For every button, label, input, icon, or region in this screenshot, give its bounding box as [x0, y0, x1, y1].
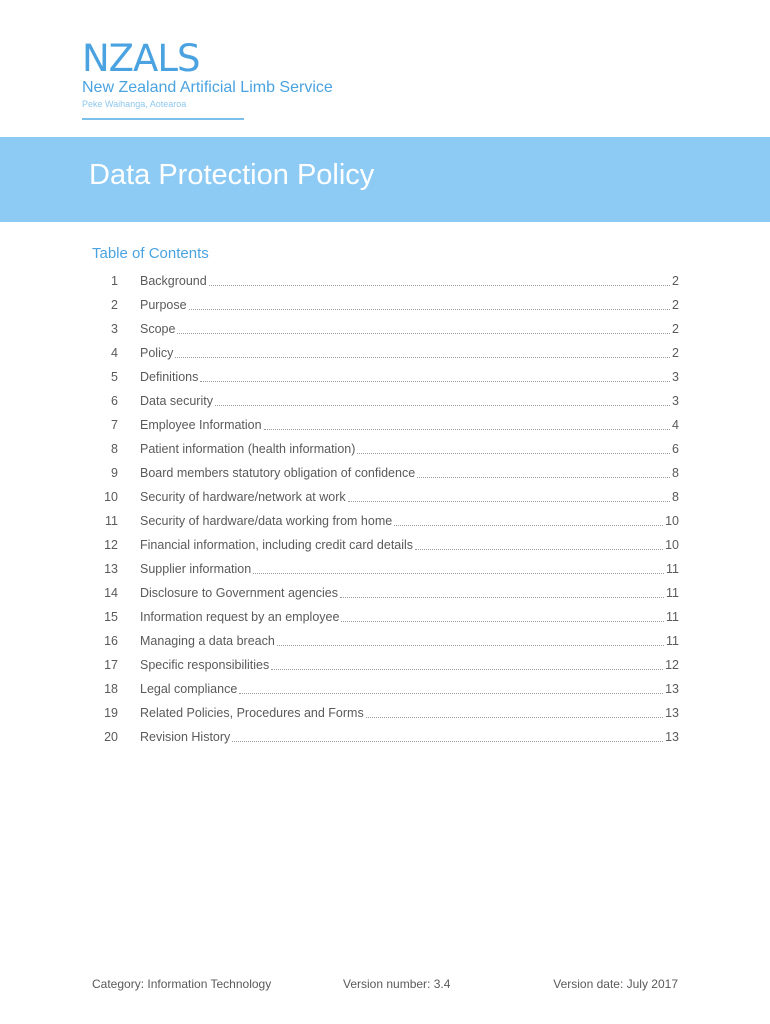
- toc-entry-line: [140, 629, 679, 653]
- toc-dot-leader: [209, 284, 670, 286]
- toc-entry-line: [140, 581, 679, 605]
- logo-organisation-name: New Zealand Artificial Limb Service: [82, 79, 333, 96]
- toc-entry-label: Security of hardware/data working from home: [140, 514, 393, 528]
- toc-entry-page: 2: [672, 274, 679, 288]
- toc-entry[interactable]: [0, 581, 770, 605]
- toc-entry[interactable]: [0, 269, 770, 293]
- footer-version-number: Version number: 3.4: [343, 977, 451, 991]
- toc-entry[interactable]: [0, 533, 770, 557]
- toc-entry-number: 19: [104, 706, 118, 720]
- toc-entry-page: 11: [666, 586, 679, 600]
- toc-dot-leader: [271, 668, 663, 670]
- toc-entry-page: 11: [666, 562, 679, 576]
- toc-entry-label: Disclosure to Government agencies: [140, 586, 339, 600]
- toc-entry-line: [140, 509, 679, 533]
- toc-entry-page: 12: [665, 658, 679, 672]
- toc-entry[interactable]: [0, 293, 770, 317]
- toc-entry[interactable]: [0, 437, 770, 461]
- toc-entry[interactable]: [0, 461, 770, 485]
- toc-dot-leader: [215, 404, 670, 406]
- toc-entry-page: 13: [665, 706, 679, 720]
- toc-entry-page: 10: [665, 538, 679, 552]
- toc-entry-label: Legal compliance: [140, 682, 238, 696]
- toc-dot-leader: [415, 548, 663, 550]
- toc-entry[interactable]: [0, 605, 770, 629]
- toc-entry-line: [140, 341, 679, 365]
- toc-entry-label: Employee Information: [140, 418, 262, 432]
- toc-entry[interactable]: [0, 509, 770, 533]
- toc-dot-leader: [175, 356, 670, 358]
- toc-entry-label: Scope: [140, 322, 176, 336]
- toc-entry-page: 11: [666, 610, 679, 624]
- toc-entry-label: Supplier information: [140, 562, 252, 576]
- toc-entry-page: 6: [672, 442, 679, 456]
- toc-dot-leader: [340, 596, 664, 598]
- toc-entry-number: 16: [104, 634, 118, 648]
- toc-entry-label: Board members statutory obligation of confidence: [140, 466, 416, 480]
- toc-dot-leader: [366, 716, 663, 718]
- toc-entry-line: [140, 485, 679, 509]
- toc-dot-leader: [177, 332, 670, 334]
- toc-entry-line: [140, 365, 679, 389]
- toc-entry-number: 4: [111, 346, 118, 360]
- document-title: Data Protection Policy: [89, 159, 375, 191]
- footer-category: Category: Information Technology: [92, 977, 272, 991]
- toc-entry-line: [140, 317, 679, 341]
- nzals-logo: [82, 38, 333, 120]
- toc-heading: Table of Contents: [92, 245, 209, 262]
- toc-dot-leader: [357, 452, 670, 454]
- toc-dot-leader: [277, 644, 664, 646]
- toc-entry-number: 14: [104, 586, 118, 600]
- toc-entry-line: [140, 413, 679, 437]
- toc-dot-leader: [253, 572, 664, 574]
- toc-dot-leader: [341, 620, 664, 622]
- toc-entry-line: [140, 605, 679, 629]
- toc-dot-leader: [189, 308, 670, 310]
- toc-entry-label: Financial information, including credit card details: [140, 538, 414, 552]
- toc-entry-line: [140, 389, 679, 413]
- toc-entry-line: [140, 293, 679, 317]
- toc-entry[interactable]: [0, 701, 770, 725]
- toc-entry-line: [140, 437, 679, 461]
- toc-entry-line: [140, 269, 679, 293]
- toc-entry-page: 3: [672, 394, 679, 408]
- table-of-contents: [0, 269, 770, 749]
- toc-entry-page: 13: [665, 682, 679, 696]
- page-footer: [0, 977, 770, 995]
- toc-entry[interactable]: [0, 317, 770, 341]
- toc-entry-number: 7: [111, 418, 118, 432]
- toc-dot-leader: [394, 524, 663, 526]
- toc-entry-number: 3: [111, 322, 118, 336]
- toc-entry-number: 8: [111, 442, 118, 456]
- toc-entry-number: 9: [111, 466, 118, 480]
- toc-dot-leader: [264, 428, 670, 430]
- toc-entry[interactable]: [0, 341, 770, 365]
- title-banner: [0, 137, 770, 222]
- logo-tagline: Peke Waihanga, Aotearoa: [82, 99, 187, 109]
- toc-dot-leader: [348, 500, 670, 502]
- toc-entry-number: 20: [104, 730, 118, 744]
- toc-entry-label: Related Policies, Procedures and Forms: [140, 706, 364, 720]
- toc-entry-number: 6: [111, 394, 118, 408]
- toc-entry-number: 15: [104, 610, 118, 624]
- toc-entry-page: 3: [672, 370, 679, 384]
- logo-mark: NZALS: [82, 37, 200, 80]
- toc-entry-number: 12: [104, 538, 118, 552]
- toc-entry-number: 5: [111, 370, 118, 384]
- toc-entry-page: 13: [665, 730, 679, 744]
- toc-entry-page: 4: [672, 418, 679, 432]
- toc-entry-page: 2: [672, 322, 679, 336]
- toc-entry[interactable]: [0, 413, 770, 437]
- toc-entry[interactable]: [0, 485, 770, 509]
- toc-entry-label: Specific responsibilities: [140, 658, 270, 672]
- footer-version-date: Version date: July 2017: [553, 977, 678, 991]
- toc-entry-page: 10: [665, 514, 679, 528]
- toc-entry[interactable]: [0, 557, 770, 581]
- toc-entry-label: Purpose: [140, 298, 187, 312]
- toc-entry-page: 8: [672, 466, 679, 480]
- toc-entry-number: 18: [104, 682, 118, 696]
- toc-entry-number: 2: [111, 298, 118, 312]
- toc-dot-leader: [417, 476, 670, 478]
- toc-entry-number: 17: [104, 658, 118, 672]
- toc-entry-line: [140, 701, 679, 725]
- toc-entry-label: Information request by an employee: [140, 610, 340, 624]
- toc-entry-number: 13: [104, 562, 118, 576]
- toc-entry[interactable]: [0, 365, 770, 389]
- toc-entry-label: Security of hardware/network at work: [140, 490, 346, 504]
- toc-dot-leader: [200, 380, 670, 382]
- toc-entry-label: Data security: [140, 394, 213, 408]
- toc-entry-line: [140, 557, 679, 581]
- toc-entry-line: [140, 461, 679, 485]
- toc-entry-line: [140, 677, 679, 701]
- toc-entry[interactable]: [0, 677, 770, 701]
- toc-entry[interactable]: [0, 629, 770, 653]
- toc-entry-page: 8: [672, 490, 679, 504]
- toc-dot-leader: [239, 692, 663, 694]
- toc-entry-number: 11: [105, 514, 118, 528]
- toc-entry-number: 1: [111, 274, 118, 288]
- toc-entry-number: 10: [104, 490, 118, 504]
- toc-entry-label: Definitions: [140, 370, 199, 384]
- toc-entry-page: 2: [672, 298, 679, 312]
- toc-entry[interactable]: [0, 653, 770, 677]
- toc-entry-line: [140, 653, 679, 677]
- toc-entry-line: [140, 725, 679, 749]
- toc-entry-line: [140, 533, 679, 557]
- toc-entry-label: Revision History: [140, 730, 231, 744]
- toc-entry-page: 2: [672, 346, 679, 360]
- toc-entry-label: Patient information (health information): [140, 442, 356, 456]
- toc-entry-label: Policy: [140, 346, 174, 360]
- toc-entry[interactable]: [0, 389, 770, 413]
- toc-entry-label: Background: [140, 274, 207, 288]
- toc-entry-label: Managing a data breach: [140, 634, 275, 648]
- logo-underline: [82, 118, 244, 120]
- toc-entry-page: 11: [666, 634, 679, 648]
- toc-dot-leader: [232, 740, 663, 742]
- toc-entry[interactable]: [0, 725, 770, 749]
